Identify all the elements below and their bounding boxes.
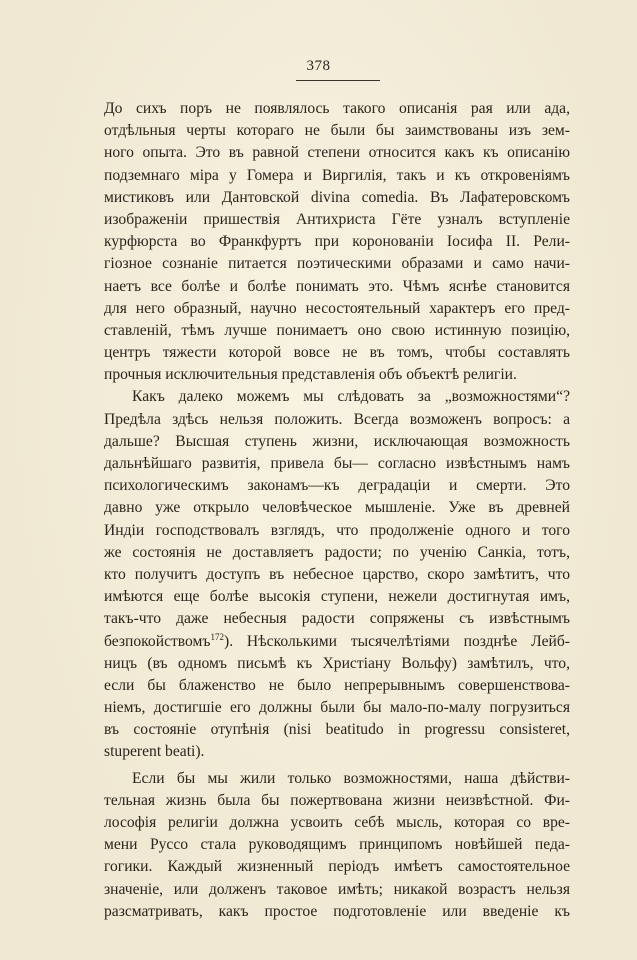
text-line [104, 901, 570, 923]
line-text: безпокойствомъ [104, 632, 211, 650]
line-text: лософія религіи должна усвоить себѣ мысль, которая со вре- [104, 814, 570, 831]
text-line [104, 790, 570, 812]
line-text: прочныя исключительныя представленія объ объектѣ религіи. [104, 366, 517, 384]
text-line [104, 675, 570, 697]
text-line [104, 631, 570, 653]
text-line [104, 834, 570, 856]
line-text: Если бы мы жили только возможностями, наша дѣйстви- [132, 769, 570, 787]
text-line [104, 364, 570, 386]
text-line [104, 520, 570, 542]
line-text-continued: ). Нѣсколькими тысячелѣтіями позднѣе Лейб- [224, 632, 570, 650]
text-line [104, 231, 570, 253]
text-line [104, 298, 570, 320]
line-text: разсматривать, какъ простое подготовленіе или введеніе къ [104, 902, 570, 920]
text-line [104, 209, 570, 231]
line-text: центръ тяжести которой вовсе не въ томъ, чтобы составлять [104, 344, 570, 362]
line-text: мени Руссо стала руководящимъ принципомъ новѣйшей педа- [104, 836, 570, 854]
line-text: гогики. Каждый жизненный періодъ имѣетъ самостоятельное [104, 858, 570, 876]
line-text: тельная жизнь была бы пожертвована жизни неизвѣстной. Фи- [104, 791, 570, 809]
text-body [104, 98, 570, 923]
text-line [104, 120, 570, 142]
page-number: 378 [306, 58, 331, 74]
text-line [104, 812, 570, 834]
text-line [104, 453, 570, 475]
line-text: изображеніи пришествія Антихриста Гёте узналъ вступленіе [104, 210, 570, 228]
text-line [104, 768, 570, 790]
text-line [104, 276, 570, 298]
text-line [104, 342, 570, 364]
line-text: значеніе, или долженъ таковое имѣть; никакой возрастъ нельзя [104, 880, 570, 898]
line-text: курфюрста во Франкфуртъ при коронованіи Іосифа II. Рели- [104, 233, 570, 251]
line-text: если бы блаженство не было непрерывнымъ совершенствова- [104, 676, 570, 694]
text-line [104, 98, 570, 120]
text-line [104, 142, 570, 164]
text-line [104, 653, 570, 675]
line-text: Индіи господствовалъ взглядъ, что продолженіе одного и того [104, 521, 570, 539]
line-text: для него образный, научно несостоятельный характеръ его пред- [104, 299, 570, 317]
text-line [104, 431, 570, 453]
line-text: кто получитъ доступъ въ небесное царство, скоро замѣтитъ, что [104, 565, 570, 583]
line-text: До сихъ поръ не появлялось такого описанія рая или ада, [104, 100, 570, 117]
line-text: гіозное сознаніе питается поэтическими образами и само начи- [104, 255, 570, 273]
text-line [104, 253, 570, 275]
header-rule [296, 80, 380, 81]
line-text: дальнѣйшаго развитія, привела бы— согласно извѣстнымъ намъ [104, 455, 570, 472]
line-text: же состоянія не доставляетъ радости; по ученію Санкіа, тотъ, [104, 543, 570, 561]
line-text: Какъ далеко можемъ мы слѣдовать за „возможностями“? [132, 388, 570, 406]
text-line [104, 542, 570, 564]
line-text: Предѣла здѣсь нельзя положить. Всегда возможенъ вопросъ: а [104, 410, 570, 428]
line-text: ницъ (въ одномъ письмѣ къ Христіану Вольфу) замѣтилъ, что, [104, 654, 570, 672]
line-text: наетъ все болѣе и болѣе понимать это. Чѣмъ яснѣе становится [104, 277, 570, 295]
text-line [104, 165, 570, 187]
text-line [104, 608, 570, 630]
line-text: мистиковъ или Дантовской divina comedia. Въ Лафатеровскомъ [104, 188, 570, 206]
line-text: ставленій, тѣмъ лучше понимаетъ оно свою истинную позицію, [104, 321, 570, 339]
line-text: stuperent beati). [104, 743, 205, 761]
text-line [104, 586, 570, 608]
line-text: психологическимъ законамъ—къ деградаціи и смерти. Это [104, 477, 570, 495]
text-line [104, 320, 570, 342]
text-line [104, 187, 570, 209]
text-line [104, 409, 570, 431]
line-text: дальше? Высшая ступень жизни, исключающая возможность [104, 432, 570, 450]
text-line [104, 497, 570, 519]
text-line [104, 879, 570, 901]
line-text: имѣются еще болѣе высокія ступени, нежели достигнутая имъ, [104, 588, 570, 606]
line-text: подземнаго міра у Гомера и Виргилія, такъ и къ откровеніямъ [104, 166, 570, 184]
line-text: давно уже открыло человѣческое мышленіе. Уже въ древней [104, 499, 570, 517]
line-text: ного опыта. Это въ равной степени относится какъ къ описанію [104, 144, 570, 162]
line-text: въ состояніе отупѣнія (nisi beatitudo in progressu consisteret, [104, 721, 570, 739]
text-line [104, 564, 570, 586]
line-text: такъ-что даже небесныя радости сопряжены съ извѣстнымъ [104, 610, 570, 628]
text-line [104, 697, 570, 719]
text-line [104, 386, 570, 408]
line-text: ніемъ, достигшіе его должны были бы мало-по-малу погрузиться [104, 699, 570, 717]
footnote-ref[interactable]: 172 [210, 631, 224, 642]
text-line [104, 475, 570, 497]
text-line [104, 856, 570, 878]
line-text: отдѣльныя черты котораго не были бы заимствованы изъ зем- [104, 122, 570, 140]
text-line [104, 741, 570, 763]
text-line [104, 719, 570, 741]
